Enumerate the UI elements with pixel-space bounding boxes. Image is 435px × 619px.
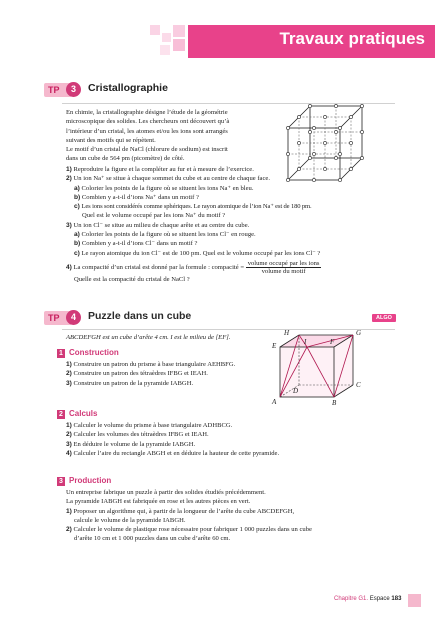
- tp-label: TP: [44, 83, 72, 97]
- header-decor-square: [173, 39, 185, 51]
- vertex-label-E: E: [272, 342, 277, 350]
- footer-decor-square: [408, 594, 421, 607]
- header-decor-square: [150, 25, 160, 35]
- tp-label: TP: [44, 311, 72, 325]
- page-number: 183: [391, 596, 402, 602]
- page-title: Travaux pratiques: [279, 29, 425, 48]
- vertex-label-C: C: [356, 381, 361, 389]
- page-footer: [334, 596, 401, 602]
- vertex-label-I: I: [304, 338, 307, 346]
- vertex-label-D: D: [293, 387, 299, 395]
- vertex-label-H: H: [284, 329, 290, 337]
- section-calculs: 2 Calculs: [57, 409, 177, 420]
- vertex-label-F: F: [330, 338, 335, 346]
- footer-section: Espace: [369, 596, 390, 602]
- tp-title: Puzzle dans un cube: [88, 310, 192, 322]
- tp3-questions: 1) Reproduire la figure et la compléter au fur et à mesure de l’exercice. 2) Un ion Na⁺ se situe à chaque sommet du cube et au centre de chaque face. a) Colorier les points de la figure où se situent les ions Na⁺ en bleu. b) Combien y a-t-il d’ions Na⁺ dans un motif ? c) Les ions sont considérés comme sphériques. Le rayon atomique de l’ion Na⁺ est de 180 pm. Quel est le volume occupé par les ions Na⁺ du motif ? 3) Un ion Cl⁻ se situe au milieu de chaque arête et au centre du cube. a) Colorier les points de la figure où se situent les ions Cl⁻ en rouge. b) Combien y a-t-il d’ions Cl⁻ dans un motif ? c) Le rayon atomique du ion Cl⁻ est de 100 pm. Quel est le volume occupé par les ions Cl⁻ ? 4) La compacité d’un cristal est donné par la formule : compacité = $\frac{\text{volume occupé par les ions}}{\text{volume du motif}}$ Quelle est la compacité du cristal de NaCl ?: [66, 166, 321, 283]
- algo-badge: ALGO: [372, 314, 396, 322]
- section-construction: 1 Construction: [57, 348, 177, 359]
- tp-number: 4: [66, 310, 81, 325]
- header-decor-square: [162, 33, 171, 42]
- tp4-intro: ABCDEFGH est un cube d’arête 4 cm. I est le milieu de [EF].: [66, 334, 231, 341]
- tp3-intro: En chimie, la cristallographie désigne l’étude de la géométrie microscopique des solides. Les chercheurs ont découvert qu’à l’intérieur d’un cristal, les atomes et/ou les ions sont arrangés suivant des motifs qui se répètent. Le motif d’un cristal de NaCl (chlorure de sodium) est inscrit dans un cube de 564 pm (picomètre) de côté.: [66, 109, 230, 163]
- header-band: [188, 25, 435, 58]
- footer-chapter: Chapitre G1.: [334, 596, 369, 602]
- section-production: 3 Production: [57, 476, 177, 487]
- tp3-heading: [44, 83, 244, 97]
- vertex-label-B: B: [332, 399, 337, 405]
- header-decor-square: [160, 45, 170, 55]
- production-items: Un entreprise fabrique un puzzle à partir des solides étudiés précédemment. La pyramide IABGH est fabriquée en rose et les autres pièces en vert. 1) Proposer un algorithme qui, à partir de la longueur de l’arête du cube ABCDEFGH, calcule le volume de la pyramide IABGH. 2) Calculer le volume de plastique rose nécessaire pour fabriquer 1 000 puzzles dans un cube d’arête 10 cm et 1 000 puzzles dans un cube d’arête 60 cm.: [66, 489, 312, 543]
- vertex-label-G: G: [356, 329, 362, 337]
- calculs-items: 1) Calculer le volume du prisme à base triangulaire ADHBCG. 2) Calculer les volumes des tétraèdres IFBG et IEAH. 3) En déduire le volume de la pyramide IABGH. 4) Calculer l’aire du rectangle ABGH et en déduire la hauteur de cette pyramide.: [66, 422, 280, 457]
- tp4-heading: [44, 311, 244, 325]
- construction-items: 1) Construire un patron du prisme à base triangulaire AEHBFG. 2) Construire un patron des tétraèdres IFBG et IEAH. 3) Construire un patron de la pyramide IABGH.: [66, 361, 236, 387]
- cube-puzzle-figure: [270, 327, 385, 405]
- header-decor-square: [173, 25, 185, 37]
- vertex-label-A: A: [272, 398, 277, 405]
- page-header: [0, 25, 435, 58]
- tp-title: Cristallographie: [88, 82, 168, 94]
- tp-number: 3: [66, 82, 81, 97]
- compacity-fraction: $\frac{\text{volume occupé par les ions}}{\text{volume du motif}}$: [247, 259, 320, 275]
